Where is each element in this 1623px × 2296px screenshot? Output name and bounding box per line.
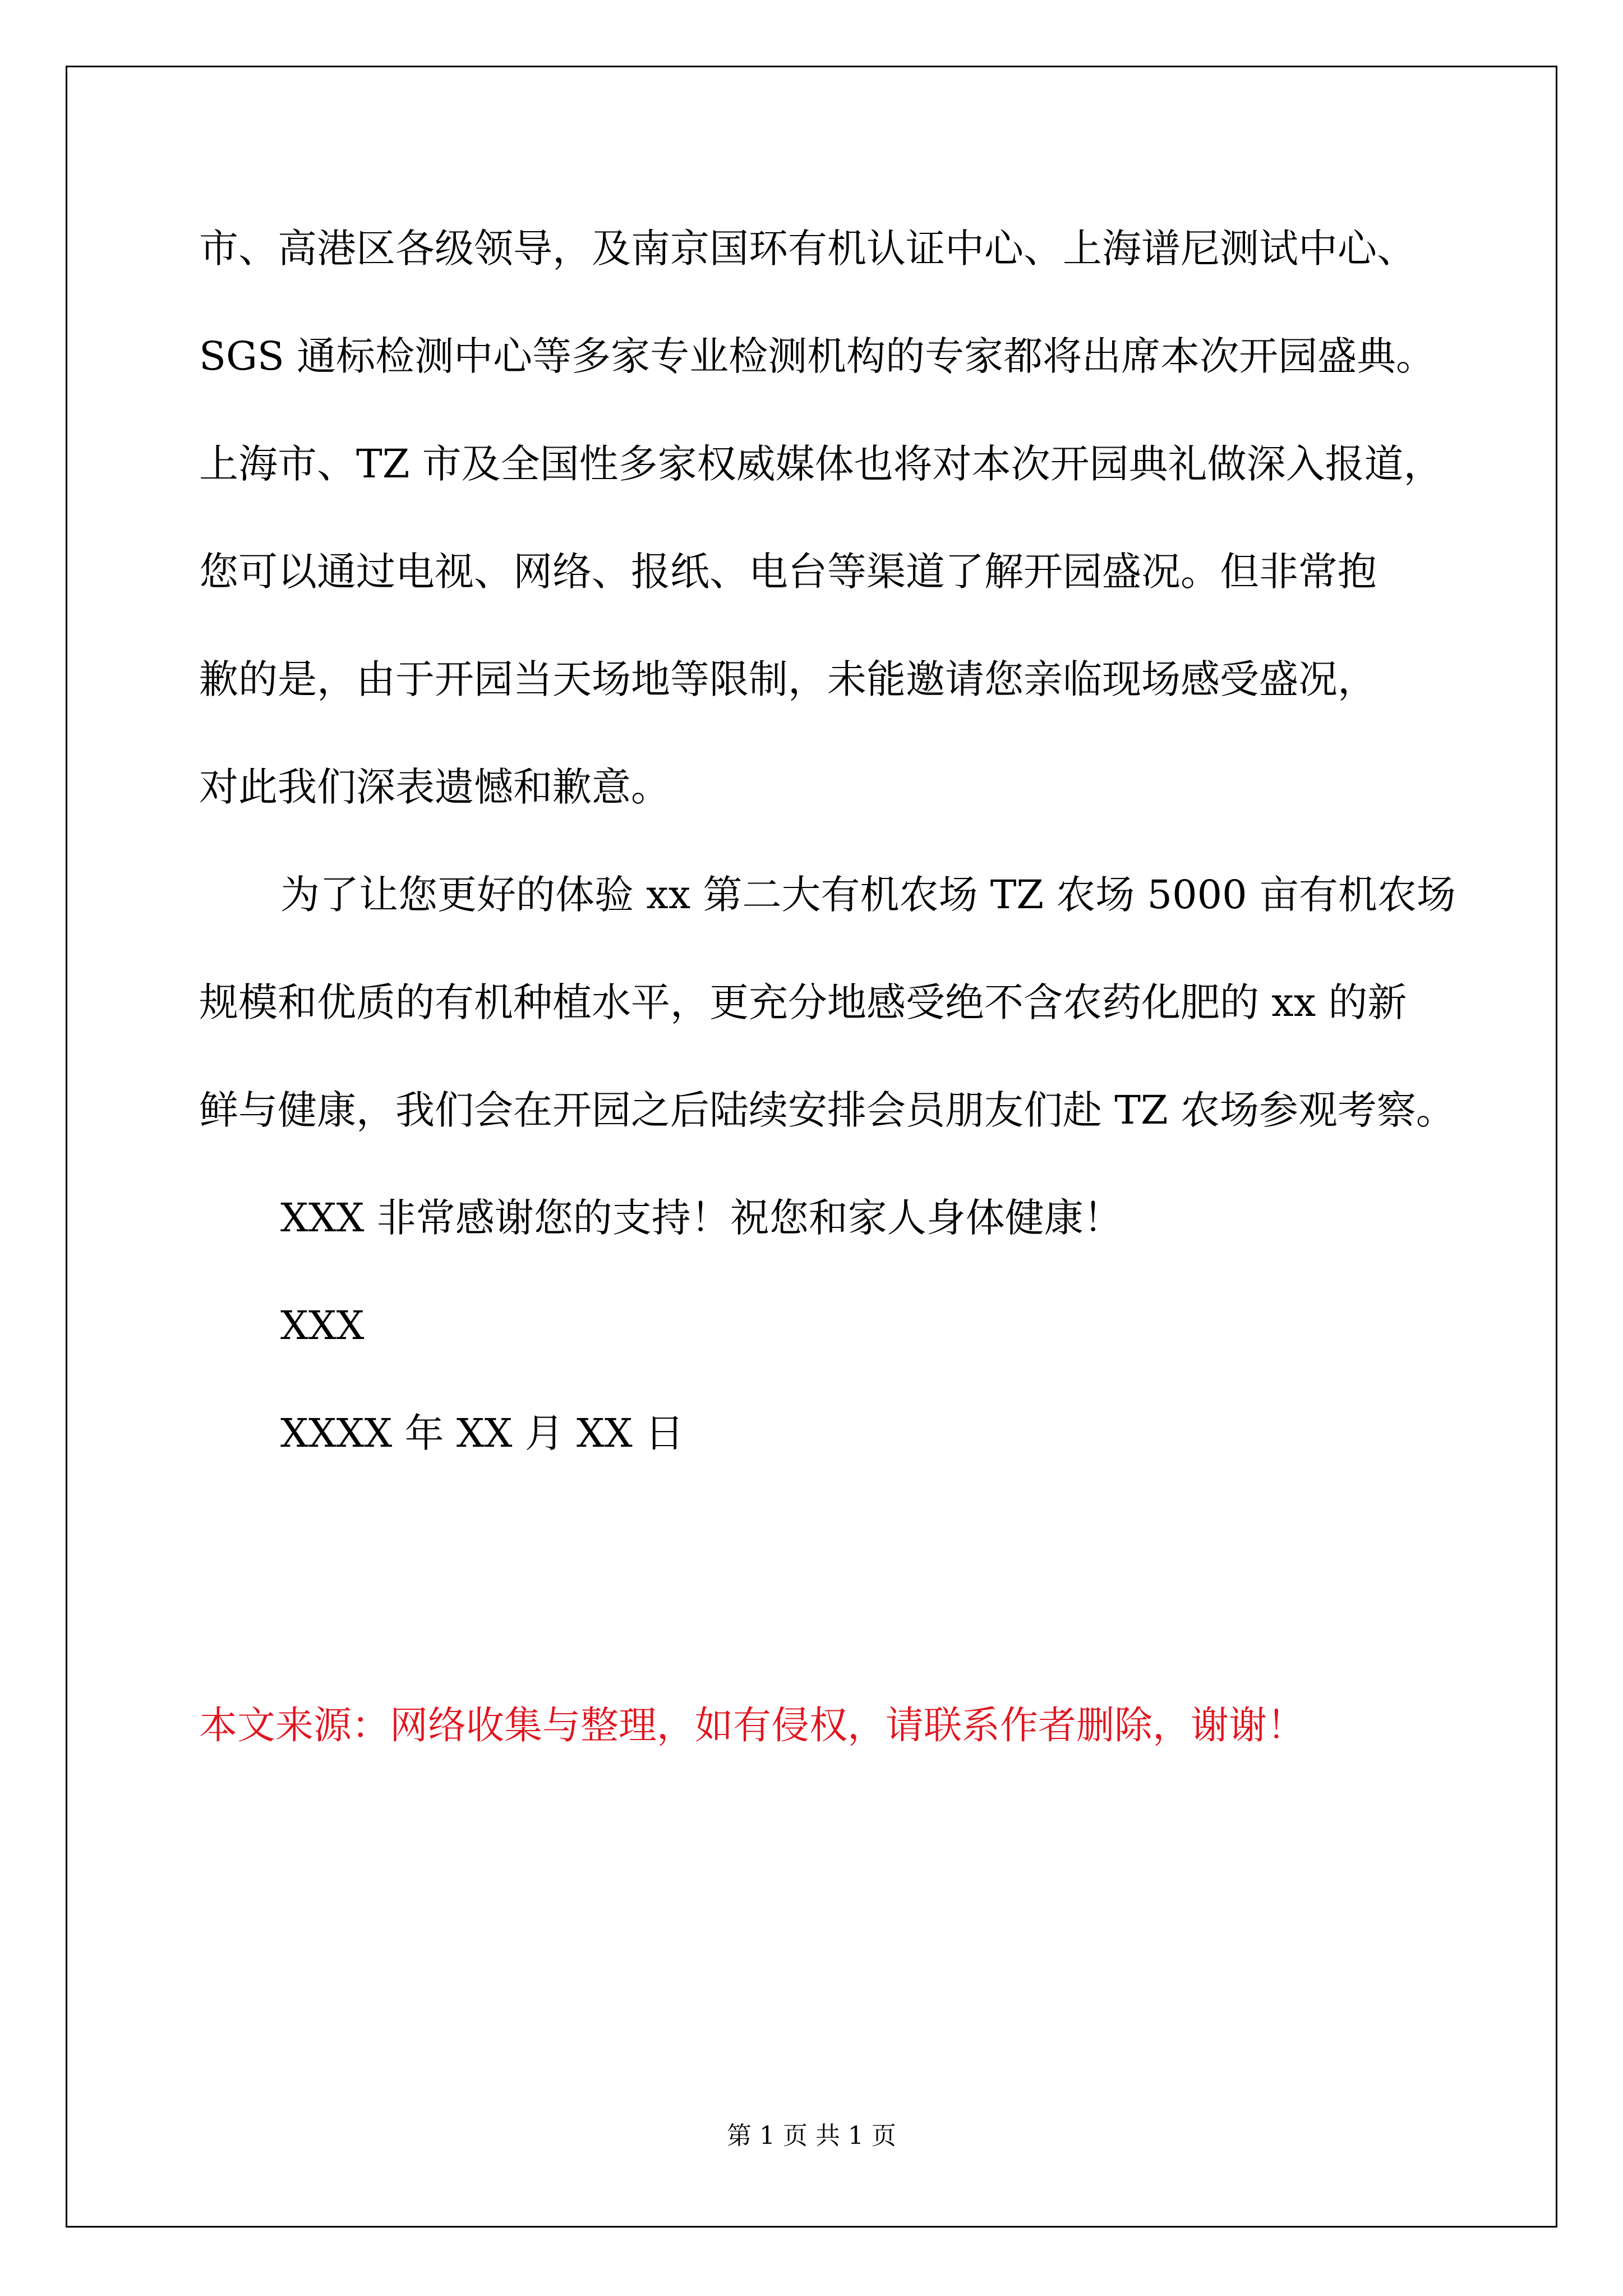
- source-note: 本文来源：网络收集与整理，如有侵权，请联系作者删除，谢谢！: [199, 1704, 1306, 1748]
- body-line: SGS 通标检测中心等多家专业检测机构的专家都将出席本次开园盛典。: [199, 333, 1436, 379]
- body-line: 上海市、TZ 市及全国性多家权威媒体也将对本次开园典礼做深入报道，: [199, 441, 1443, 487]
- body-line: 规模和优质的有机种植水平，更充分地感受绝不含农药化肥的 xx 的新: [199, 979, 1407, 1025]
- page-border: [66, 66, 1557, 2228]
- body-line: 对此我们深表遗憾和歉意。: [199, 764, 670, 810]
- signature-name: XXX: [280, 1303, 365, 1349]
- body-line: 鲜与健康，我们会在开园之后陆续安排会员朋友们赴 TZ 农场参观考察。: [199, 1087, 1455, 1133]
- paragraph-start-line: 为了让您更好的体验 xx 第二大有机农场 TZ 农场 5000 亩有机农场: [280, 872, 1456, 918]
- page-number-footer: 第 1 页 共 1 页: [727, 2122, 896, 2150]
- body-line: 歉的是，由于开园当天场地等限制，未能邀请您亲临现场感受盛况，: [199, 656, 1377, 702]
- signature-date: XXXX 年 XX 月 XX 日: [280, 1410, 684, 1456]
- body-line: 您可以通过电视、网络、报纸、电台等渠道了解开园盛况。但非常抱: [199, 549, 1377, 595]
- closing-line: XXX 非常感谢您的支持！祝您和家人身体健康！: [280, 1195, 1123, 1241]
- body-line: 市、高港区各级领导，及南京国环有机认证中心、上海谱尼测试中心、: [199, 226, 1416, 272]
